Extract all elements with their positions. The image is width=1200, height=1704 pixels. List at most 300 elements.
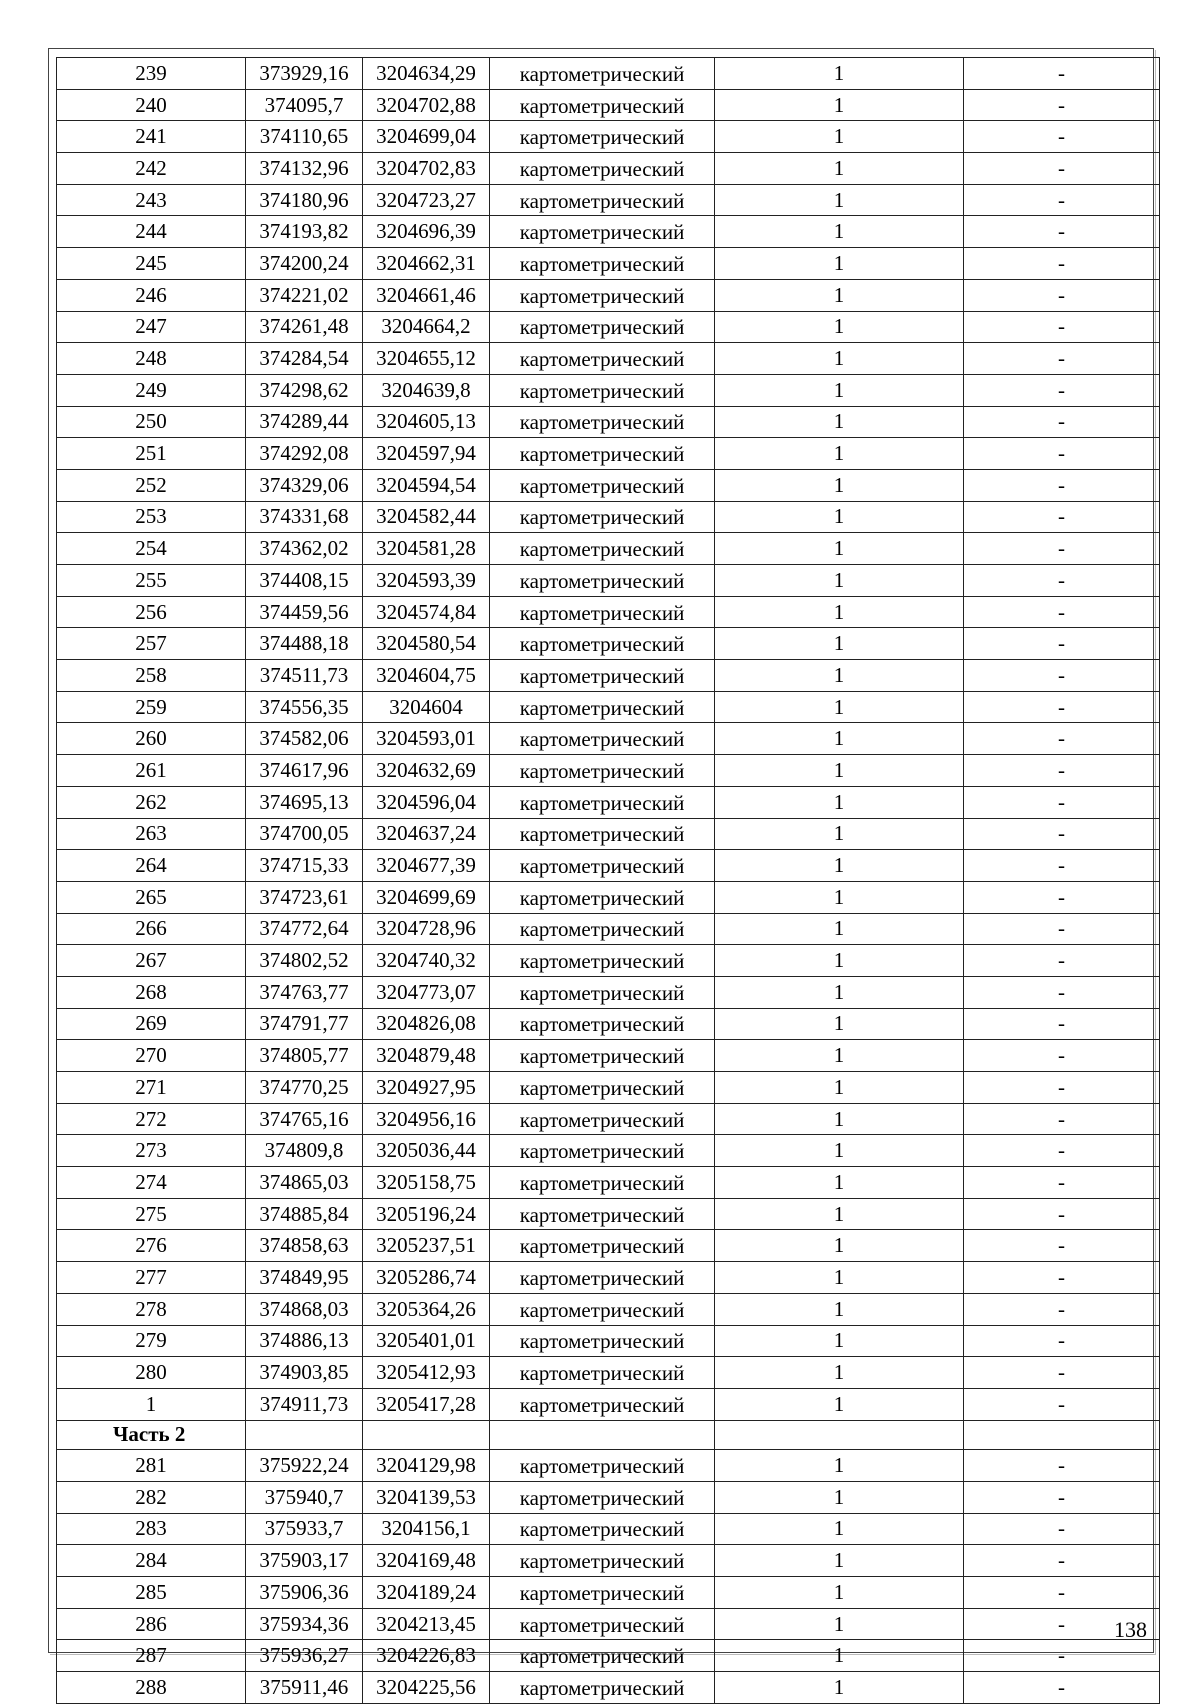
x-coordinate-cell: 374292,08 xyxy=(246,438,363,470)
table-row xyxy=(57,850,1160,882)
note-cell: - xyxy=(964,533,1160,565)
count-cell: 1 xyxy=(715,121,964,153)
method-cell: картометрический xyxy=(490,1608,715,1640)
y-coordinate-cell: 3204582,44 xyxy=(363,501,490,533)
x-coordinate-cell: 374329,06 xyxy=(246,469,363,501)
x-coordinate-cell: 374289,44 xyxy=(246,406,363,438)
x-coordinate-cell: 374110,65 xyxy=(246,121,363,153)
table-row xyxy=(57,374,1160,406)
point-number-cell: 259 xyxy=(57,691,246,723)
y-coordinate-cell: 3204189,24 xyxy=(363,1577,490,1609)
x-coordinate-cell: 374200,24 xyxy=(246,248,363,280)
table-row xyxy=(57,1640,1160,1672)
table-row xyxy=(57,723,1160,755)
y-coordinate-cell: 3204637,24 xyxy=(363,818,490,850)
table-row xyxy=(57,121,1160,153)
count-cell: 1 xyxy=(715,1008,964,1040)
point-number-cell: 243 xyxy=(57,184,246,216)
point-number-cell: 280 xyxy=(57,1357,246,1389)
point-number-cell: 282 xyxy=(57,1481,246,1513)
note-cell: - xyxy=(964,660,1160,692)
page-number: 138 xyxy=(1114,1617,1147,1642)
note-cell: - xyxy=(964,343,1160,375)
y-coordinate-cell: 3204661,46 xyxy=(363,279,490,311)
note-cell: - xyxy=(964,1357,1160,1389)
method-cell: картометрический xyxy=(490,691,715,723)
count-cell: 1 xyxy=(715,343,964,375)
table-row xyxy=(57,279,1160,311)
method-cell: картометрический xyxy=(490,533,715,565)
count-cell: 1 xyxy=(715,279,964,311)
point-number-cell: 268 xyxy=(57,976,246,1008)
method-cell: картометрический xyxy=(490,406,715,438)
note-cell: - xyxy=(964,1135,1160,1167)
method-cell: картометрический xyxy=(490,121,715,153)
note-cell: - xyxy=(964,1545,1160,1577)
method-cell: картометрический xyxy=(490,1293,715,1325)
y-coordinate-cell: 3204580,54 xyxy=(363,628,490,660)
table-row xyxy=(57,438,1160,470)
point-number-cell: 244 xyxy=(57,216,246,248)
empty-cell xyxy=(363,1420,490,1450)
count-cell: 1 xyxy=(715,311,964,343)
y-coordinate-cell: 3204129,98 xyxy=(363,1450,490,1482)
note-cell: - xyxy=(964,881,1160,913)
y-coordinate-cell: 3204593,39 xyxy=(363,565,490,597)
method-cell: картометрический xyxy=(490,1167,715,1199)
point-number-cell: 269 xyxy=(57,1008,246,1040)
x-coordinate-cell: 374903,85 xyxy=(246,1357,363,1389)
point-number-cell: 240 xyxy=(57,89,246,121)
note-cell: - xyxy=(964,1072,1160,1104)
count-cell: 1 xyxy=(715,1608,964,1640)
count-cell: 1 xyxy=(715,1672,964,1704)
table-row xyxy=(57,691,1160,723)
note-cell: - xyxy=(964,723,1160,755)
count-cell: 1 xyxy=(715,1040,964,1072)
point-number-cell: 242 xyxy=(57,153,246,185)
point-number-cell: 258 xyxy=(57,660,246,692)
y-coordinate-cell: 3204574,84 xyxy=(363,596,490,628)
table-row xyxy=(57,469,1160,501)
note-cell: - xyxy=(964,89,1160,121)
y-coordinate-cell: 3205237,51 xyxy=(363,1230,490,1262)
method-cell: картометрический xyxy=(490,850,715,882)
count-cell: 1 xyxy=(715,1262,964,1294)
x-coordinate-cell: 375933,7 xyxy=(246,1513,363,1545)
x-coordinate-cell: 374886,13 xyxy=(246,1325,363,1357)
x-coordinate-cell: 375911,46 xyxy=(246,1672,363,1704)
y-coordinate-cell: 3204728,96 xyxy=(363,913,490,945)
count-cell: 1 xyxy=(715,786,964,818)
y-coordinate-cell: 3204773,07 xyxy=(363,976,490,1008)
point-number-cell: 245 xyxy=(57,248,246,280)
count-cell: 1 xyxy=(715,1357,964,1389)
x-coordinate-cell: 374298,62 xyxy=(246,374,363,406)
x-coordinate-cell: 374408,15 xyxy=(246,565,363,597)
table-row xyxy=(57,1608,1160,1640)
note-cell: - xyxy=(964,1040,1160,1072)
count-cell: 1 xyxy=(715,1450,964,1482)
method-cell: картометрический xyxy=(490,755,715,787)
x-coordinate-cell: 374095,7 xyxy=(246,89,363,121)
x-coordinate-cell: 374911,73 xyxy=(246,1388,363,1420)
note-cell: - xyxy=(964,311,1160,343)
count-cell: 1 xyxy=(715,1135,964,1167)
note-cell: - xyxy=(964,1450,1160,1482)
method-cell: картометрический xyxy=(490,343,715,375)
note-cell: - xyxy=(964,1008,1160,1040)
note-cell: - xyxy=(964,1262,1160,1294)
count-cell: 1 xyxy=(715,691,964,723)
note-cell: - xyxy=(964,628,1160,660)
method-cell: картометрический xyxy=(490,1481,715,1513)
x-coordinate-cell: 375936,27 xyxy=(246,1640,363,1672)
x-coordinate-cell: 375922,24 xyxy=(246,1450,363,1482)
method-cell: картометрический xyxy=(490,501,715,533)
count-cell: 1 xyxy=(715,723,964,755)
point-number-cell: 260 xyxy=(57,723,246,755)
method-cell: картометрический xyxy=(490,660,715,692)
note-cell: - xyxy=(964,596,1160,628)
method-cell: картометрический xyxy=(490,1357,715,1389)
x-coordinate-cell: 374284,54 xyxy=(246,343,363,375)
method-cell: картометрический xyxy=(490,945,715,977)
method-cell: картометрический xyxy=(490,723,715,755)
point-number-cell: 286 xyxy=(57,1608,246,1640)
x-coordinate-cell: 374849,95 xyxy=(246,1262,363,1294)
empty-cell xyxy=(964,1420,1160,1450)
method-cell: картометрический xyxy=(490,89,715,121)
x-coordinate-cell: 374180,96 xyxy=(246,184,363,216)
y-coordinate-cell: 3204699,69 xyxy=(363,881,490,913)
x-coordinate-cell: 374331,68 xyxy=(246,501,363,533)
table-row xyxy=(57,755,1160,787)
x-coordinate-cell: 374865,03 xyxy=(246,1167,363,1199)
method-cell: картометрический xyxy=(490,596,715,628)
x-coordinate-cell: 374772,64 xyxy=(246,913,363,945)
x-coordinate-cell: 374791,77 xyxy=(246,1008,363,1040)
table-row xyxy=(57,660,1160,692)
x-coordinate-cell: 374765,16 xyxy=(246,1103,363,1135)
point-number-cell: 261 xyxy=(57,755,246,787)
point-number-cell: 249 xyxy=(57,374,246,406)
table-row xyxy=(57,184,1160,216)
note-cell: - xyxy=(964,469,1160,501)
y-coordinate-cell: 3204655,12 xyxy=(363,343,490,375)
point-number-cell: 1 xyxy=(57,1388,246,1420)
note-cell: - xyxy=(964,565,1160,597)
x-coordinate-cell: 374459,56 xyxy=(246,596,363,628)
table-row xyxy=(57,818,1160,850)
y-coordinate-cell: 3205158,75 xyxy=(363,1167,490,1199)
table-row xyxy=(57,1072,1160,1104)
y-coordinate-cell: 3205286,74 xyxy=(363,1262,490,1294)
table-row xyxy=(57,1008,1160,1040)
table-row xyxy=(57,565,1160,597)
point-number-cell: 288 xyxy=(57,1672,246,1704)
note-cell: - xyxy=(964,976,1160,1008)
point-number-cell: 256 xyxy=(57,596,246,628)
x-coordinate-cell: 375903,17 xyxy=(246,1545,363,1577)
point-number-cell: 263 xyxy=(57,818,246,850)
table-row xyxy=(57,1230,1160,1262)
method-cell: картометрический xyxy=(490,565,715,597)
table-row xyxy=(57,406,1160,438)
method-cell: картометрический xyxy=(490,913,715,945)
count-cell: 1 xyxy=(715,913,964,945)
table-row xyxy=(57,881,1160,913)
y-coordinate-cell: 3204639,8 xyxy=(363,374,490,406)
note-cell: - xyxy=(964,374,1160,406)
method-cell: картометрический xyxy=(490,1577,715,1609)
count-cell: 1 xyxy=(715,596,964,628)
table-row xyxy=(57,311,1160,343)
table-row xyxy=(57,1357,1160,1389)
point-number-cell: 248 xyxy=(57,343,246,375)
note-cell: - xyxy=(964,184,1160,216)
count-cell: 1 xyxy=(715,469,964,501)
y-coordinate-cell: 3205401,01 xyxy=(363,1325,490,1357)
count-cell: 1 xyxy=(715,1388,964,1420)
point-number-cell: 247 xyxy=(57,311,246,343)
point-number-cell: 274 xyxy=(57,1167,246,1199)
x-coordinate-cell: 374868,03 xyxy=(246,1293,363,1325)
method-cell: картометрический xyxy=(490,1640,715,1672)
x-coordinate-cell: 374805,77 xyxy=(246,1040,363,1072)
x-coordinate-cell: 374858,63 xyxy=(246,1230,363,1262)
count-cell: 1 xyxy=(715,1103,964,1135)
x-coordinate-cell: 375906,36 xyxy=(246,1577,363,1609)
note-cell: - xyxy=(964,1293,1160,1325)
point-number-cell: 285 xyxy=(57,1577,246,1609)
note-cell: - xyxy=(964,501,1160,533)
point-number-cell: 257 xyxy=(57,628,246,660)
count-cell: 1 xyxy=(715,628,964,660)
x-coordinate-cell: 374809,8 xyxy=(246,1135,363,1167)
count-cell: 1 xyxy=(715,438,964,470)
count-cell: 1 xyxy=(715,1198,964,1230)
point-number-cell: 266 xyxy=(57,913,246,945)
count-cell: 1 xyxy=(715,533,964,565)
y-coordinate-cell: 3204956,16 xyxy=(363,1103,490,1135)
count-cell: 1 xyxy=(715,1230,964,1262)
y-coordinate-cell: 3204723,27 xyxy=(363,184,490,216)
note-cell: - xyxy=(964,1167,1160,1199)
count-cell: 1 xyxy=(715,374,964,406)
x-coordinate-cell: 374723,61 xyxy=(246,881,363,913)
y-coordinate-cell: 3204225,56 xyxy=(363,1672,490,1704)
x-coordinate-cell: 374802,52 xyxy=(246,945,363,977)
method-cell: картометрический xyxy=(490,374,715,406)
table-row xyxy=(57,1450,1160,1482)
table-row xyxy=(57,1135,1160,1167)
method-cell: картометрический xyxy=(490,279,715,311)
coordinates-table xyxy=(56,57,1160,1704)
table-row xyxy=(57,1293,1160,1325)
note-cell: - xyxy=(964,279,1160,311)
note-cell: - xyxy=(964,1608,1160,1640)
method-cell: картометрический xyxy=(490,628,715,660)
count-cell: 1 xyxy=(715,248,964,280)
y-coordinate-cell: 3204662,31 xyxy=(363,248,490,280)
table-row xyxy=(57,786,1160,818)
table-row xyxy=(57,976,1160,1008)
method-cell: картометрический xyxy=(490,1513,715,1545)
y-coordinate-cell: 3204604 xyxy=(363,691,490,723)
table-row xyxy=(57,89,1160,121)
table-row xyxy=(57,343,1160,375)
y-coordinate-cell: 3204593,01 xyxy=(363,723,490,755)
table-row xyxy=(57,1325,1160,1357)
y-coordinate-cell: 3204156,1 xyxy=(363,1513,490,1545)
table-row xyxy=(57,628,1160,660)
method-cell: картометрический xyxy=(490,216,715,248)
note-cell: - xyxy=(964,1640,1160,1672)
part-label-row xyxy=(57,1420,1160,1450)
method-cell: картометрический xyxy=(490,1135,715,1167)
table-row xyxy=(57,1545,1160,1577)
method-cell: картометрический xyxy=(490,786,715,818)
x-coordinate-cell: 374617,96 xyxy=(246,755,363,787)
point-number-cell: 270 xyxy=(57,1040,246,1072)
method-cell: картометрический xyxy=(490,469,715,501)
point-number-cell: 264 xyxy=(57,850,246,882)
point-number-cell: 246 xyxy=(57,279,246,311)
point-number-cell: 241 xyxy=(57,121,246,153)
note-cell: - xyxy=(964,1325,1160,1357)
count-cell: 1 xyxy=(715,976,964,1008)
table-row xyxy=(57,913,1160,945)
count-cell: 1 xyxy=(715,89,964,121)
x-coordinate-cell: 374770,25 xyxy=(246,1072,363,1104)
x-coordinate-cell: 374885,84 xyxy=(246,1198,363,1230)
x-coordinate-cell: 374488,18 xyxy=(246,628,363,660)
method-cell: картометрический xyxy=(490,184,715,216)
point-number-cell: 275 xyxy=(57,1198,246,1230)
y-coordinate-cell: 3204597,94 xyxy=(363,438,490,470)
point-number-cell: 239 xyxy=(57,58,246,90)
count-cell: 1 xyxy=(715,660,964,692)
note-cell: - xyxy=(964,1103,1160,1135)
count-cell: 1 xyxy=(715,1325,964,1357)
x-coordinate-cell: 374261,48 xyxy=(246,311,363,343)
note-cell: - xyxy=(964,818,1160,850)
method-cell: картометрический xyxy=(490,881,715,913)
y-coordinate-cell: 3204604,75 xyxy=(363,660,490,692)
count-cell: 1 xyxy=(715,1072,964,1104)
count-cell: 1 xyxy=(715,1481,964,1513)
count-cell: 1 xyxy=(715,216,964,248)
note-cell: - xyxy=(964,850,1160,882)
count-cell: 1 xyxy=(715,1167,964,1199)
note-cell: - xyxy=(964,438,1160,470)
table-row xyxy=(57,1513,1160,1545)
table-row xyxy=(57,1577,1160,1609)
x-coordinate-cell: 374193,82 xyxy=(246,216,363,248)
method-cell: картометрический xyxy=(490,818,715,850)
method-cell: картометрический xyxy=(490,1103,715,1135)
x-coordinate-cell: 374700,05 xyxy=(246,818,363,850)
count-cell: 1 xyxy=(715,881,964,913)
y-coordinate-cell: 3204213,45 xyxy=(363,1608,490,1640)
point-number-cell: 250 xyxy=(57,406,246,438)
method-cell: картометрический xyxy=(490,248,715,280)
y-coordinate-cell: 3204139,53 xyxy=(363,1481,490,1513)
y-coordinate-cell: 3204664,2 xyxy=(363,311,490,343)
point-number-cell: 276 xyxy=(57,1230,246,1262)
x-coordinate-cell: 374132,96 xyxy=(246,153,363,185)
table-row xyxy=(57,533,1160,565)
method-cell: картометрический xyxy=(490,1198,715,1230)
point-number-cell: 284 xyxy=(57,1545,246,1577)
note-cell: - xyxy=(964,691,1160,723)
method-cell: картометрический xyxy=(490,1008,715,1040)
y-coordinate-cell: 3204702,83 xyxy=(363,153,490,185)
method-cell: картометрический xyxy=(490,58,715,90)
count-cell: 1 xyxy=(715,58,964,90)
count-cell: 1 xyxy=(715,850,964,882)
table-row xyxy=(57,1388,1160,1420)
table-row xyxy=(57,248,1160,280)
y-coordinate-cell: 3204169,48 xyxy=(363,1545,490,1577)
table-row xyxy=(57,1103,1160,1135)
note-cell: - xyxy=(964,248,1160,280)
x-coordinate-cell: 374221,02 xyxy=(246,279,363,311)
x-coordinate-cell: 373929,16 xyxy=(246,58,363,90)
count-cell: 1 xyxy=(715,755,964,787)
point-number-cell: 272 xyxy=(57,1103,246,1135)
note-cell: - xyxy=(964,1388,1160,1420)
table-row xyxy=(57,596,1160,628)
x-coordinate-cell: 374582,06 xyxy=(246,723,363,755)
empty-cell xyxy=(715,1420,964,1450)
method-cell: картометрический xyxy=(490,1545,715,1577)
x-coordinate-cell: 375940,7 xyxy=(246,1481,363,1513)
point-number-cell: 254 xyxy=(57,533,246,565)
count-cell: 1 xyxy=(715,565,964,597)
x-coordinate-cell: 374362,02 xyxy=(246,533,363,565)
method-cell: картометрический xyxy=(490,438,715,470)
y-coordinate-cell: 3205417,28 xyxy=(363,1388,490,1420)
method-cell: картометрический xyxy=(490,1450,715,1482)
note-cell: - xyxy=(964,1513,1160,1545)
table-row xyxy=(57,153,1160,185)
point-number-cell: 255 xyxy=(57,565,246,597)
method-cell: картометрический xyxy=(490,1230,715,1262)
table-row xyxy=(57,58,1160,90)
method-cell: картометрический xyxy=(490,1325,715,1357)
y-coordinate-cell: 3204699,04 xyxy=(363,121,490,153)
point-number-cell: 252 xyxy=(57,469,246,501)
count-cell: 1 xyxy=(715,184,964,216)
y-coordinate-cell: 3204634,29 xyxy=(363,58,490,90)
note-cell: - xyxy=(964,1198,1160,1230)
y-coordinate-cell: 3205196,24 xyxy=(363,1198,490,1230)
method-cell: картометрический xyxy=(490,1072,715,1104)
note-cell: - xyxy=(964,913,1160,945)
x-coordinate-cell: 375934,36 xyxy=(246,1608,363,1640)
method-cell: картометрический xyxy=(490,311,715,343)
x-coordinate-cell: 374695,13 xyxy=(246,786,363,818)
y-coordinate-cell: 3204702,88 xyxy=(363,89,490,121)
method-cell: картометрический xyxy=(490,1672,715,1704)
count-cell: 1 xyxy=(715,406,964,438)
method-cell: картометрический xyxy=(490,1388,715,1420)
note-cell: - xyxy=(964,945,1160,977)
y-coordinate-cell: 3204632,69 xyxy=(363,755,490,787)
method-cell: картометрический xyxy=(490,976,715,1008)
